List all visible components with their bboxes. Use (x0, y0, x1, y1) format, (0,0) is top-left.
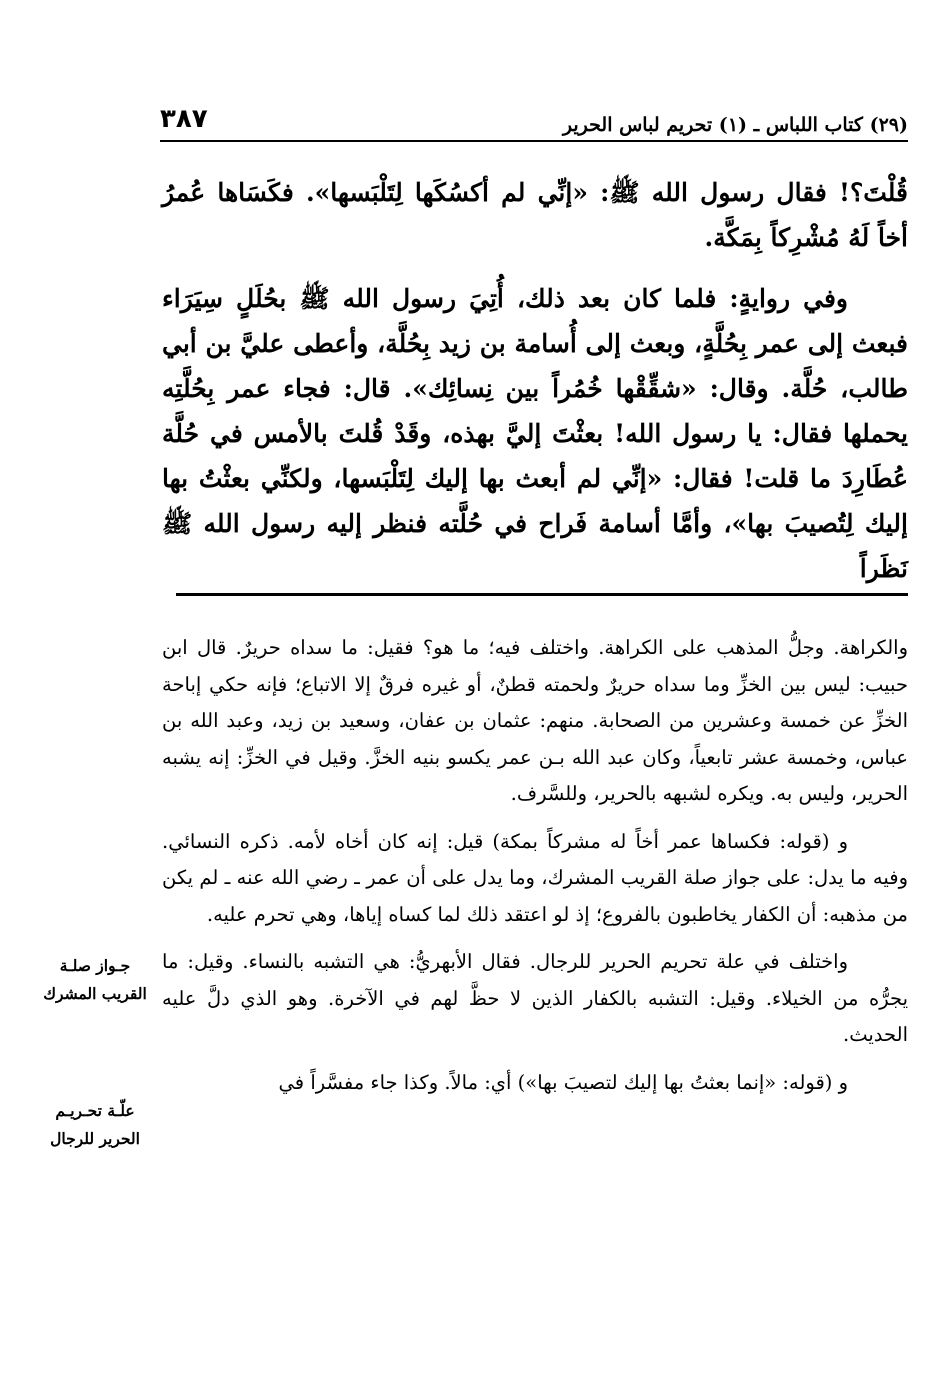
commentary-text (162, 630, 908, 1112)
running-title: (٢٩) كتاب اللباس ـ (١) تحريم لباس الحرير (562, 114, 908, 136)
margin-note-line: جـواز صلـة (59, 956, 131, 975)
commentary-paragraph: و (قوله: فكساها عمر أخاً له مشركاً بمكة) قيل: إنه كان أخاه لأمه. ذكره النسائي. وفيه ما يدل: على جواز صلة القريب المشرك، وما يدل على أن عمر ـ رضي الله عنه ـ لم يكن من مذهبه: أن الكفار يخاطبون بالفروع؛ إذ لو اعتقد ذلك لما كساه إياها، وهي تحرم عليه. (162, 829, 908, 926)
margin-note-line: الحرير للرجال (50, 1129, 140, 1148)
commentary-paragraph: والكراهة. وجلُّ المذهب على الكراهة. واختلف فيه؛ ما هو؟ فقيل: ما سداه حريرٌ. قال ابن حبيب: ليس بين الخزِّ وما سداه حريرٌ ولحمته قطنٌ، أو غيره فرقٌ إلا الاتباع؛ فإنه حكي إباحة الخزِّ عن خمسة وعشرين من الصحابة. منهم: عثمان بن عفان، وسعيد بن زيد، وعبد الله بن عباس، وخمسة عشر تابعياً، وكان عبد الله بـن عمر يكسو بنيه الخزَّ. وقيل في الخزِّ: إنه يشبه الحرير، وليس به. ويكره لشبهه بالحرير، وللسَّرف. (162, 636, 908, 805)
margin-note (30, 1097, 160, 1153)
margin-note-line: القريب المشرك (43, 984, 147, 1003)
hadith-text (162, 170, 908, 607)
page-header (160, 100, 908, 140)
margin-note-line: علّـة تحـريـم (55, 1101, 135, 1120)
header-rule (160, 140, 908, 142)
hadith-paragraph: وفي روايةٍ: فلما كان بعد ذلك، أُتِيَ رسول الله ﷺ بحُلَلٍ سِيَرَاء فبعث إلى عمر بِحُلَّةٍ، وبعث إلى أُسامة بن زيد بِحُلَّة، وأعطى عليَّ بن أبي طالب، حُلَّة. وقال: «شقِّقْها خُمُراً بين نِسائِك». قال: فجاء عمر بِحُلَّتِه يحملها فقال: يا رسول الله! بعثْتَ إليَّ بهذه، وقَدْ قُلتَ بالأمس في حُلَّة عُطَارِدَ ما قلت! فقال: «إنِّي لم أبعث بها إليك لِتَلْبَسها، ولكنِّي بعثْتُ بها إليك لِتُصيبَ بها»، وأمَّا أسامة فَراح في حُلَّته فنظر إليه رسول الله ﷺ نَظَراً (162, 284, 908, 583)
commentary-paragraph: و (قوله: «إنما بعثتُ بها إليك لتصيبَ بها») أي: مالاً. وكذا جاء مفسَّراً في (278, 1070, 848, 1094)
commentary-paragraph: واختلف في علة تحريم الحرير للرجال. فقال الأبهريُّ: هي التشبه بالنساء. وقيل: ما يجرُّه من الخيلاء. وقيل: التشبه بالكفار الذين لا حظَّ لهم في الآخرة. وهو الذي دلَّ عليه الحديث. (162, 950, 908, 1046)
page-number: ٣٨٧ (160, 104, 208, 134)
hadith-paragraph: قُلْتَ؟! فقال رسول الله ﷺ: «إنِّي لم أكسُكَها لِتَلْبَسها». فكَسَاها عُمرُ أخاً لَهُ مُشْرِكاً بِمَكَّة. (162, 178, 908, 252)
section-separator (176, 593, 908, 596)
margin-note (30, 952, 160, 1008)
